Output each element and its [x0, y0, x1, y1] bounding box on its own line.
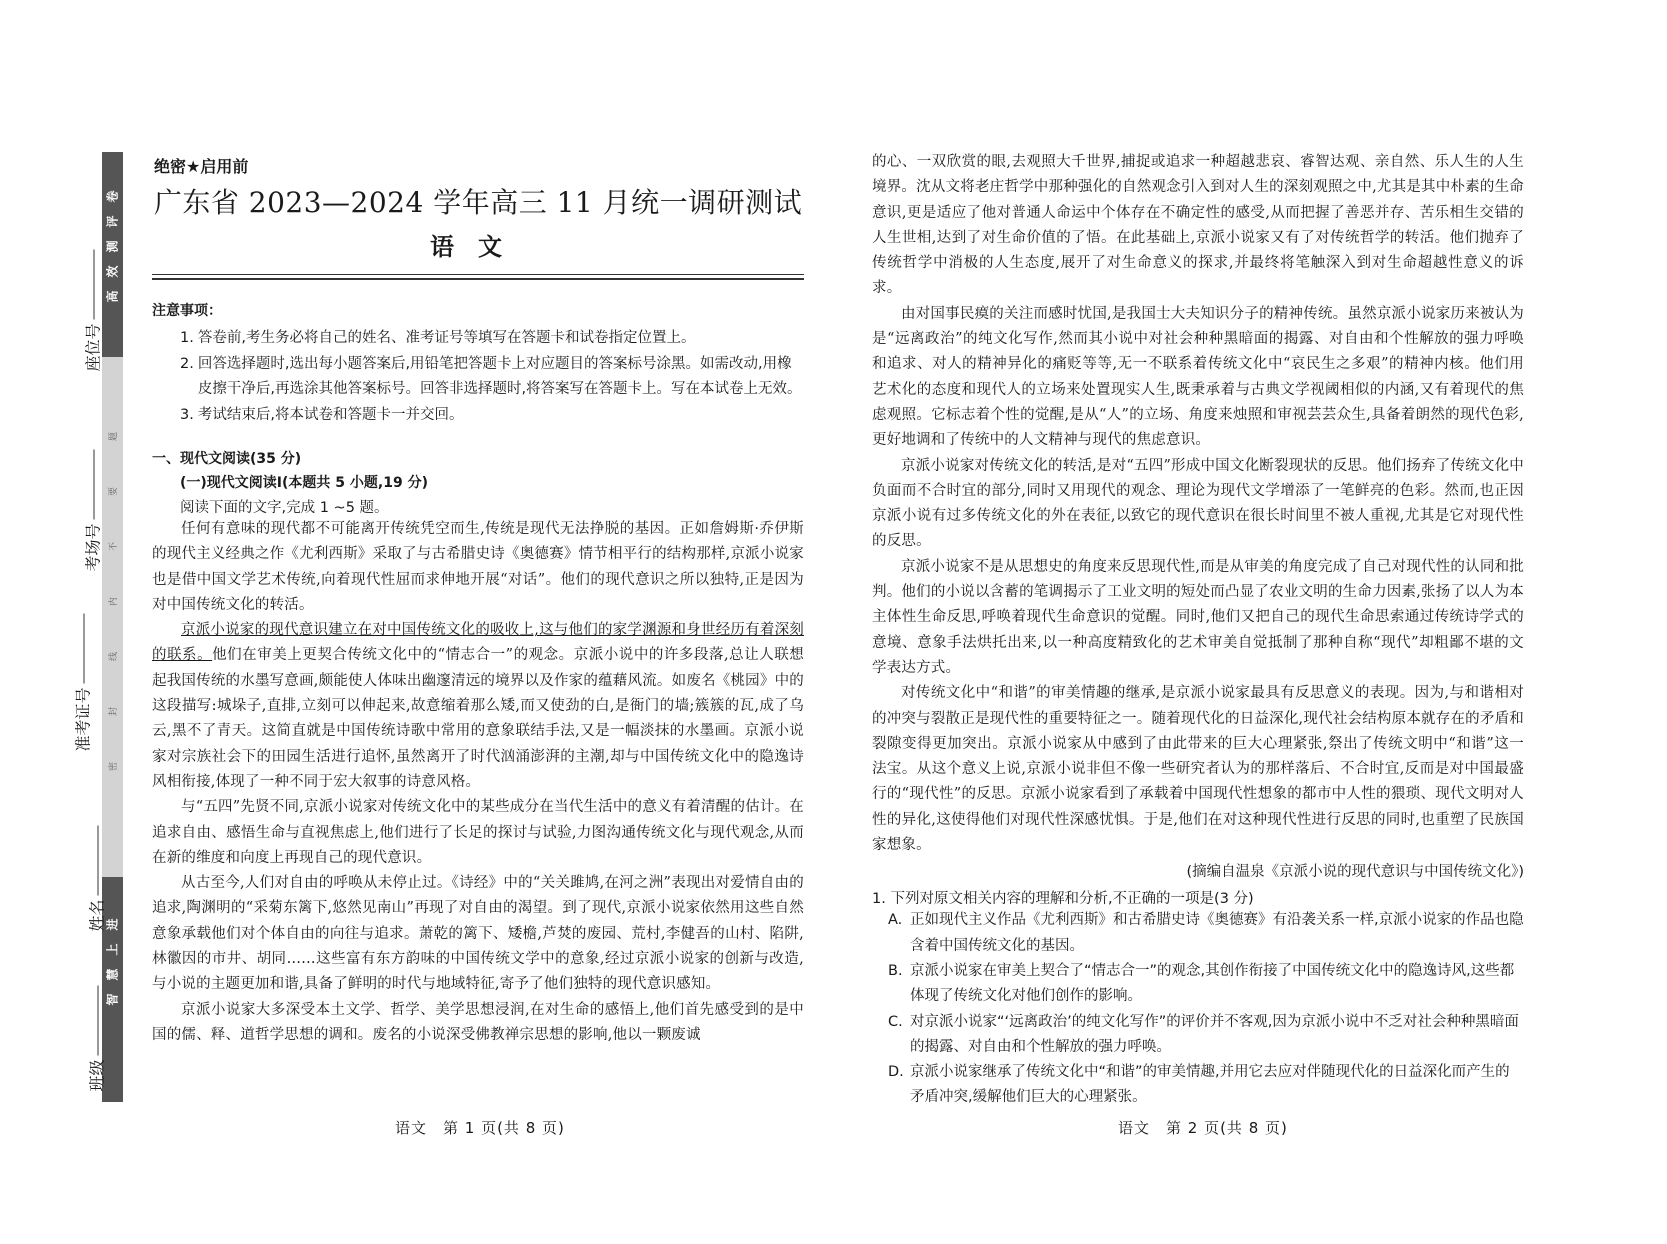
question-stem: 1. 下列对原文相关内容的理解和分析,不正确的一项是(3 分) — [872, 891, 1254, 908]
passage-paragraph: 京派小说家的现代意识建立在对中国传统文化的吸收上,这与他们的家学渊源和身世经历有着深刻的联系。他们在审美上更契合传统文化中的“情志合一”的观念。京派小说中的许多段落,总让人联想起我国传统的水墨写意画,颇能使人体味出幽邃清远的境界以及作家的蕴藉风流。如废名《桃园》中的这段描写:城垛子,直排,立刻可以伸起来,故意缩着那么矮,而又使劲的白,是衙门的墙;簇簇的瓦,成了乌云,黑不了青天。这简直就是中国传统诗歌中常用的意象联结手法,又是一幅淡抹的水墨画。京派小说家对宗族社会下的田园生活进行追怀,虽然离开了时代汹涌澎湃的主潮,却与中国传统文化中的隐逸诗风相衔接,体现了一种不同于宏大叙事的诗意风格。 — [152, 622, 804, 790]
seal-char: 题 — [108, 431, 119, 442]
exam-id-field[interactable] — [71, 632, 94, 752]
exam-id-label: 准考证号 — [73, 687, 93, 752]
exam-room-label: 考场号 — [83, 523, 103, 572]
underlined-sentence: 京派小说家的现代意识建立在对中国传统文化的吸收上,这与他们的家学渊源和身世经历有着深刻的联系。 — [152, 622, 804, 664]
notice-item: 2. 回答选择题时,选出每小题答案后,用铅笔把答题卡上对应题目的答案标号涂黑。如需改动,用橡皮擦干净后,再选涂其他答案标号。回答非选择题时,将答案写在答题卡上。写在本试卷上无效。 — [180, 355, 802, 397]
answer-option-d[interactable]: D. 京派小说家继承了传统文化中“和谐”的审美情趣,并用它去应对伴随现代化的日益深化而产生的矛盾冲突,缓解他们巨大的心理紧张。 — [888, 1064, 1510, 1106]
subsection-heading: (一)现代文阅读Ⅰ(本题共 5 小题,19 分) — [180, 475, 428, 491]
reading-instruction: 阅读下面的文字,完成 1 ~5 题。 — [180, 500, 389, 516]
bar-char: 进 — [105, 918, 120, 931]
class-field[interactable] — [85, 972, 108, 1092]
name-field[interactable] — [85, 812, 108, 932]
passage-paragraph: 京派小说家不是从思想史的角度来反思现代性,而是从审美的角度完成了自己对现代性的认同和批判。他们的小说以含蓄的笔调揭示了工业文明的短处而凸显了农业文明的生命力因素,张扬了以人为本主体性生命反思,呼唤着现代生命意识的觉醒。同时,他们又把自己的现代生命思索通过传统诗学式的意境、意象手法烘托出来,以一种高度精致化的艺术审美自觉抵制了那种自称“现代”却粗鄙不堪的文学表达方式。 — [872, 558, 1524, 676]
answer-option-a[interactable]: A. 正如现代主义作品《尤利西斯》和古希腊史诗《奥德赛》有沿袭关系一样,京派小说家的作品也隐含着中国传统文化的基因。 — [888, 912, 1524, 954]
passage-paragraph: 由对国事民瘼的关注而感时忧国,是我国士大夫知识分子的精神传统。虽然京派小说家历来被认为是“远离政治”的纯文化写作,然而其小说中对社会种种黑暗面的揭露、对自由和个性解放的强力呼唤和追求、对人的精神异化的痛贬等等,无一不联系着传统文化中“哀民生之多艰”的精神内核。他们用艺术化的态度和现代人的立场来处置现实人生,既秉承着与古典文学视阈相似的内涵,又有着现代的焦虑观照。它标志着个性的觉醒,是从“人”的立场、角度来烛照和审视芸芸众生,具备着朗然的现代色彩,更好地调和了传统中的人文精神与现代的焦虑意识。 — [872, 305, 1524, 449]
seal-char: 封 — [108, 706, 119, 717]
passage-source: (摘编自温泉《京派小说的现代意识与中国传统文化》) — [1186, 864, 1524, 881]
answer-option-c[interactable]: C. 对京派小说家“‘远离政治’的纯文化写作”的评价并不客观,因为京派小说中不乏对社会种种黑暗面的揭露、对自由和个性解放的强力呼唤。 — [888, 1013, 1519, 1055]
seat-number-field[interactable] — [81, 252, 104, 372]
class-label: 班级 — [87, 1059, 107, 1092]
secret-label: 绝密★启用前 — [154, 157, 249, 176]
seal-char: 不 — [108, 541, 119, 552]
passage-paragraph: 与“五四”先贤不同,京派小说家对传统文化中的某些成分在当代生活中的意义有着清醒的估计。在追求自由、感悟生命与直视焦虑上,他们进行了长足的探讨与试验,力图沟通传统文化与现代观念,从而在新的维度和向度上再现自己的现代意识。 — [152, 799, 804, 866]
bar-char: 智 — [105, 993, 120, 1006]
passage-paragraph: 从古至今,人们对自由的呼唤从未停止过。《诗经》中的“关关雎鸠,在河之洲”表现出对爱情自由的追求,陶渊明的“采菊东篱下,悠然见南山”再现了对自由的渴望。到了现代,京派小说家依然用这些自然意象承载他们对个体自由的向往与追求。萧乾的篱下、矮檐,芦焚的废园、荒村,李健吾的山村、陷阱,林徽因的市井、胡同……这些富有东方韵味的中国传统文学中的意象,经过京派小说家的创新与改造,与小说的主题更加和谐,具备了鲜明的时代与地域特征,寄予了他们独特的现代意识感知。 — [152, 875, 804, 993]
title-rule — [152, 274, 804, 280]
seal-char: 要 — [108, 486, 119, 497]
subject-title: 语文 — [430, 232, 526, 261]
section-heading: 一、现代文阅读(35 分) — [152, 451, 302, 467]
page-footer-left: 语文 第 1 页(共 8 页) — [395, 1119, 565, 1137]
seal-char: 线 — [108, 651, 119, 662]
seal-line-chars — [102, 430, 123, 815]
notice-title: 注意事项： — [152, 303, 222, 319]
bar-char: 高 — [105, 290, 120, 303]
seal-char: 内 — [108, 596, 119, 607]
passage-paragraph: 的心、一双欣赏的眼,去观照大千世界,捕捉或追求一种超越悲哀、睿智达观、亲自然、乐人生的人生境界。沈从文将老庄哲学中那种强化的自然观念引入到对人生的深刻观照之中,尤其是其中朴素的生命意识,更是适应了他对普通人命运中个体存在不确定性的感受,从而把握了善恶并存、苦乐相生交错的人生世相,达到了对生命价值的了悟。在此基础上,京派小说家又有了对传统哲学的转活。他们抛弃了传统哲学中消极的人生态度,展开了对生命意义的探求,并最终将笔触深入到对生命超越性意义的诉求。 — [872, 154, 1524, 297]
bar-char: 上 — [105, 943, 120, 956]
notice-item: 1. 答卷前,考生务必将自己的姓名、准考证号等填写在答题卡和试卷指定位置上。 — [180, 330, 696, 346]
passage-paragraph: 任何有意味的现代都不可能离开传统凭空而生,传统是现代无法挣脱的基因。正如詹姆斯·乔伊斯的现代主义经典之作《尤利西斯》采取了与古希腊史诗《奥德赛》情节相平行的结构那样,京派小说家也是借中国文学艺术传统,向着现代性屈而求伸地开展“对话”。他们的现代意识之所以独特,正是因为对中国传统文化的转活。 — [152, 521, 804, 613]
notice-list — [180, 326, 804, 428]
seal-char: 密 — [108, 761, 119, 772]
bar-char: 卷 — [105, 190, 120, 203]
bar-char: 慧 — [105, 968, 120, 981]
left-page — [152, 150, 804, 1048]
right-page — [872, 150, 1524, 1111]
page-footer-right: 语文 第 2 页(共 8 页) — [1118, 1119, 1288, 1137]
answer-option-b[interactable]: B. 京派小说家在审美上契合了“情志合一”的观念,其创作衔接了中国传统文化中的隐逸诗风,这些都体现了传统文化对他们创作的影响。 — [888, 962, 1515, 1005]
passage-paragraph: 京派小说家大多深受本土文学、哲学、美学思想浸润,在对生命的感悟上,他们首先感受到的是中国的儒、释、道哲学思想的调和。废名的小说深受佛教禅宗思想的影响,他以一颗废诚 — [152, 1001, 804, 1043]
seat-number-label: 座位号 — [83, 323, 103, 372]
exam-room-field[interactable] — [81, 452, 104, 572]
notice-item: 3. 考试结束后,将本试卷和答题卡一并交回。 — [180, 406, 464, 423]
exam-title: 广东省 2023—2024 学年高三 11 月统一调研测试 — [153, 186, 803, 219]
passage-paragraph: 京派小说家对传统文化的转活,是对“五四”形成中国文化断裂现状的反思。他们扬弃了传统文化中负面而不合时宜的部分,同时又用现代的观念、理论为现代文学增添了一笔鲜亮的色彩。然而,也正因京派小说有过多传统文化的外在表征,以致它的现代意识在很长时间里不被人重视,尤其是它对现代性的反思。 — [872, 457, 1524, 550]
bar-char: 测 — [105, 240, 120, 253]
passage-paragraph: 对传统文化中“和谐”的审美情趣的继承,是京派小说家最具有反思意义的表现。因为,与和谐相对的冲突与裂散正是现代性的重要特征之一。随着现代化的日益深化,现代社会结构原本就存在的矛盾和裂隙变得更加突出。京派小说家从中感到了由此带来的巨大心理紧张,祭出了传统文明中“和谐”这一法宝。从这个意义上说,京派小说非但不像一些研究者认为的那样落后、不合时宜,反而是对中国最盛行的“现代性”的反思。京派小说家看到了承载着中国现代性想象的都市中人性的猥琐、现代文明对人性的异化,这使得他们对现代性深感忧惧。于是,他们在对这种现代性进行反思的同时,也重塑了民族国家想象。 — [872, 685, 1524, 854]
binding-bar-top-chars — [102, 184, 123, 309]
name-label: 姓名 — [87, 899, 107, 932]
bar-char: 评 — [105, 215, 120, 228]
bar-char: 效 — [105, 265, 120, 278]
